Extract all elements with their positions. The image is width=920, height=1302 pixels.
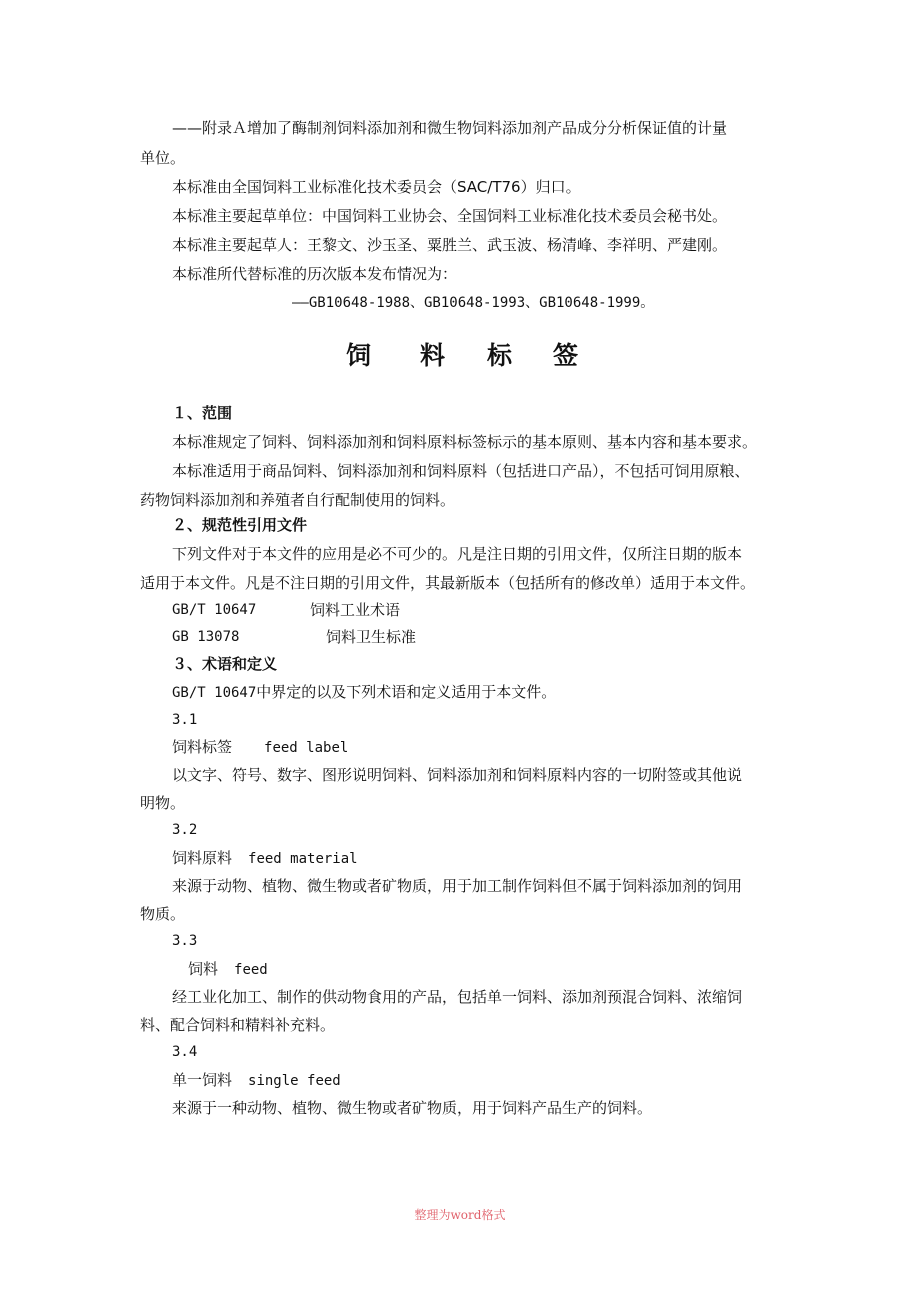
term-3-4-number: 3.4 [172,1044,198,1060]
terms-intro-text: 中界定的以及下列术语和定义适用于本文件。 [256,683,557,701]
intro-line-appendix: ——附录Ａ增加了酶制剂饲料添加剂和微生物饲料添加剂产品成分分析保证值的计量 [172,119,728,137]
terms-intro-code: GB/T 10647 [172,685,257,701]
term-3-3-en: feed [234,962,268,978]
term-3-1-heading [172,736,348,759]
reference-2-title: 饲料卫生标准 [326,628,417,646]
page-title [0,336,920,376]
section-heading-terms: ３、术语和定义 [172,655,278,673]
scope-paragraph-1: 本标准规定了饲料、饲料添加剂和饲料原料标签标示的基本原则、基本内容和基本要求。 [172,433,758,451]
term-3-4-definition: 来源于一种动物、植物、微生物或者矿物质，用于饲料产品生产的饲料。 [172,1099,653,1117]
term-3-3-definition-a: 经工业化加工、制作的供动物食用的产品，包括单一饲料、添加剂预混合饲料、浓缩饲 [172,988,743,1006]
scope-paragraph-2b: 药物饲料添加剂和养殖者自行配制使用的饲料。 [140,491,456,509]
intro-line-committee: 本标准由全国饲料工业标准化技术委员会（SAC/T76）归口。 [172,178,581,196]
term-3-4-zh: 单一饲料 [172,1071,233,1089]
intro-line-drafters: 本标准主要起草人：王黎文、沙玉圣、粟胜兰、武玉波、杨清峰、李祥明、严建刚。 [172,236,728,254]
intro-line-drafting-units: 本标准主要起草单位：中国饲料工业协会、全国饲料工业标准化技术委员会秘书处。 [172,207,728,225]
title-char-3: 标 [487,341,513,370]
references-paragraph-b: 适用于本文件。凡是不注日期的引用文件，其最新版本（包括所有的修改单）适用于本文件。 [140,574,756,592]
term-3-3-number: 3.3 [172,933,198,949]
term-3-2-number: 3.2 [172,822,198,838]
terms-intro [172,681,556,704]
term-3-4-en: single feed [248,1073,341,1089]
term-3-4-heading [172,1069,341,1092]
reference-1-code: GB/T 10647 [172,602,257,618]
term-3-2-heading [172,847,358,870]
term-3-1-en: feed label [264,740,349,756]
footer-watermark-text: 整理为word格式 [414,1208,506,1222]
reference-2-code: GB 13078 [172,629,240,645]
term-3-2-definition-b: 物质。 [140,905,186,923]
term-3-2-en: feed material [248,851,358,867]
term-3-1-zh: 饲料标签 [172,738,233,756]
section-heading-references: ２、规范性引用文件 [172,516,308,534]
term-3-1-definition-b: 明物。 [140,794,186,812]
scope-paragraph-2a: 本标准适用于商品饲料、饲料添加剂和饲料原料（包括进口产品），不包括可饲用原粮、 [172,462,750,480]
title-char-4: 签 [553,341,579,370]
title-char-1: 饲 [346,341,372,370]
title-char-2: 料 [420,341,446,370]
term-3-3-zh: 饲料 [188,960,219,978]
term-3-2-zh: 饲料原料 [172,849,233,867]
term-3-3-heading [188,958,268,981]
term-3-2-definition-a: 来源于动物、植物、微生物或者矿物质，用于加工制作饲料但不属于饲料添加剂的饲用 [172,877,743,895]
intro-line-appendix-cont: 单位。 [140,149,186,167]
term-3-1-number: 3.1 [172,712,198,728]
intro-line-history: 本标准所代替标准的历次版本发布情况为： [172,265,458,283]
term-3-1-definition-a: 以文字、符号、数字、图形说明饲料、饲料添加剂和饲料原料内容的一切附签或其他说 [172,766,743,784]
references-paragraph-a: 下列文件对于本文件的应用是必不可少的。凡是注日期的引用文件，仅所注日期的版本 [172,545,743,563]
intro-line-versions: ——GB10648-1988、GB10648-1993、GB10648-1999。 [292,295,655,311]
section-heading-scope: １、范围 [172,404,233,422]
term-3-3-definition-b: 料、配合饲料和精料补充料。 [140,1016,336,1034]
reference-1-title: 饲料工业术语 [310,601,401,619]
